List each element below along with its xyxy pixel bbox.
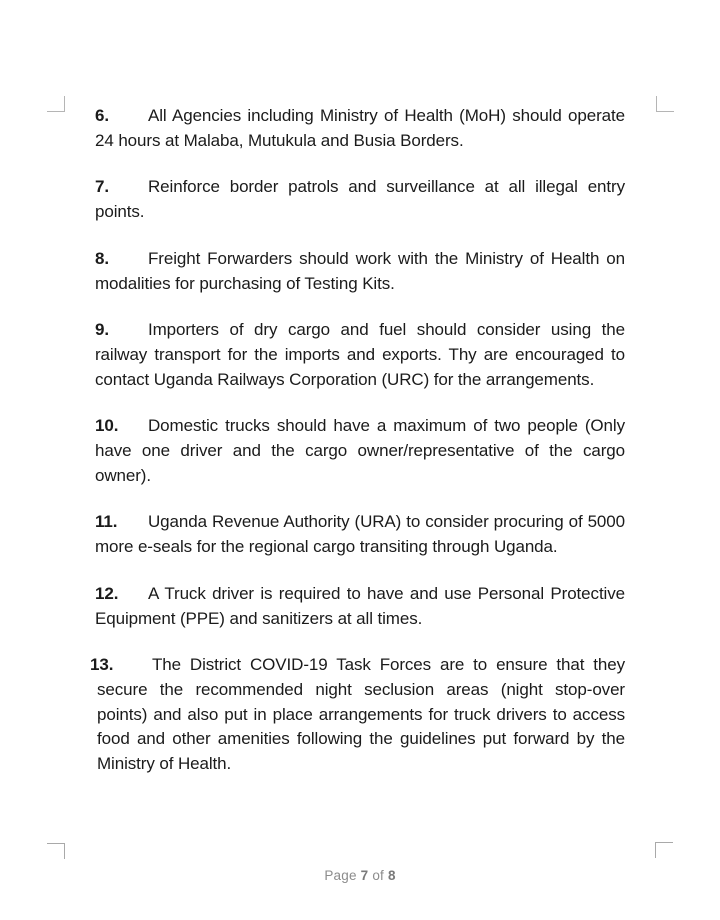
item-text: Importers of dry cargo and fuel should consider using the railway transport for the imports and exports. Thy are encouraged to contact Uganda Railways Corporation (URC) for the arrangements.: [95, 320, 625, 389]
item-number: 7.: [95, 177, 109, 197]
crop-mark-top-right-icon: [656, 96, 674, 112]
item-text: The District COVID-19 Task Forces are to ensure that they secure the recommended night seclusion areas (night stop-over points) and also put in place arrangements for truck drivers to access food and other amenities following the guidelines put forward by the Ministry of Health.: [97, 655, 625, 774]
list-item: [95, 510, 625, 559]
list-item: [95, 104, 625, 153]
item-number: 11.: [95, 512, 118, 532]
list-item: [95, 247, 625, 296]
page-number-total: 8: [387, 868, 396, 883]
item-text: Domestic trucks should have a maximum of two people (Only have one driver and the cargo owner/representative of the cargo owner).: [95, 416, 625, 485]
list-item: [95, 582, 625, 631]
item-text: All Agencies including Ministry of Health (MoH) should operate 24 hours at Malaba, Mutukula and Busia Borders.: [95, 106, 625, 150]
item-text: Uganda Revenue Authority (URA) to consider procuring of 5000 more e-seals for the regional cargo transiting through Uganda.: [95, 512, 625, 557]
list-item: [95, 175, 625, 224]
document-body: [90, 104, 625, 777]
item-number: 9.: [95, 320, 109, 340]
item-number: 12.: [95, 583, 119, 603]
item-text: A Truck driver is required to have and use Personal Protective Equipment (PPE) and sanitizers at all times.: [95, 583, 625, 628]
page-footer: [0, 868, 720, 883]
crop-mark-top-left-icon: [47, 96, 65, 112]
item-text: Reinforce border patrols and surveillance at all illegal entry points.: [95, 177, 625, 222]
crop-mark-bottom-right-icon: [655, 842, 673, 858]
list-item: [90, 653, 625, 777]
list-item: [95, 318, 625, 392]
item-number: 8.: [95, 248, 109, 268]
item-number: 6.: [95, 106, 109, 125]
list-item: [95, 414, 625, 488]
item-number: 10.: [95, 416, 119, 436]
crop-mark-bottom-left-icon: [47, 843, 65, 859]
page-number-current: 7: [360, 868, 369, 883]
item-number: 13.: [90, 655, 114, 675]
page-label: Page: [324, 868, 357, 883]
item-text: Freight Forwarders should work with the Ministry of Health on modalities for purchasing of Testing Kits.: [95, 248, 625, 293]
page-label-separator: of: [372, 868, 384, 883]
